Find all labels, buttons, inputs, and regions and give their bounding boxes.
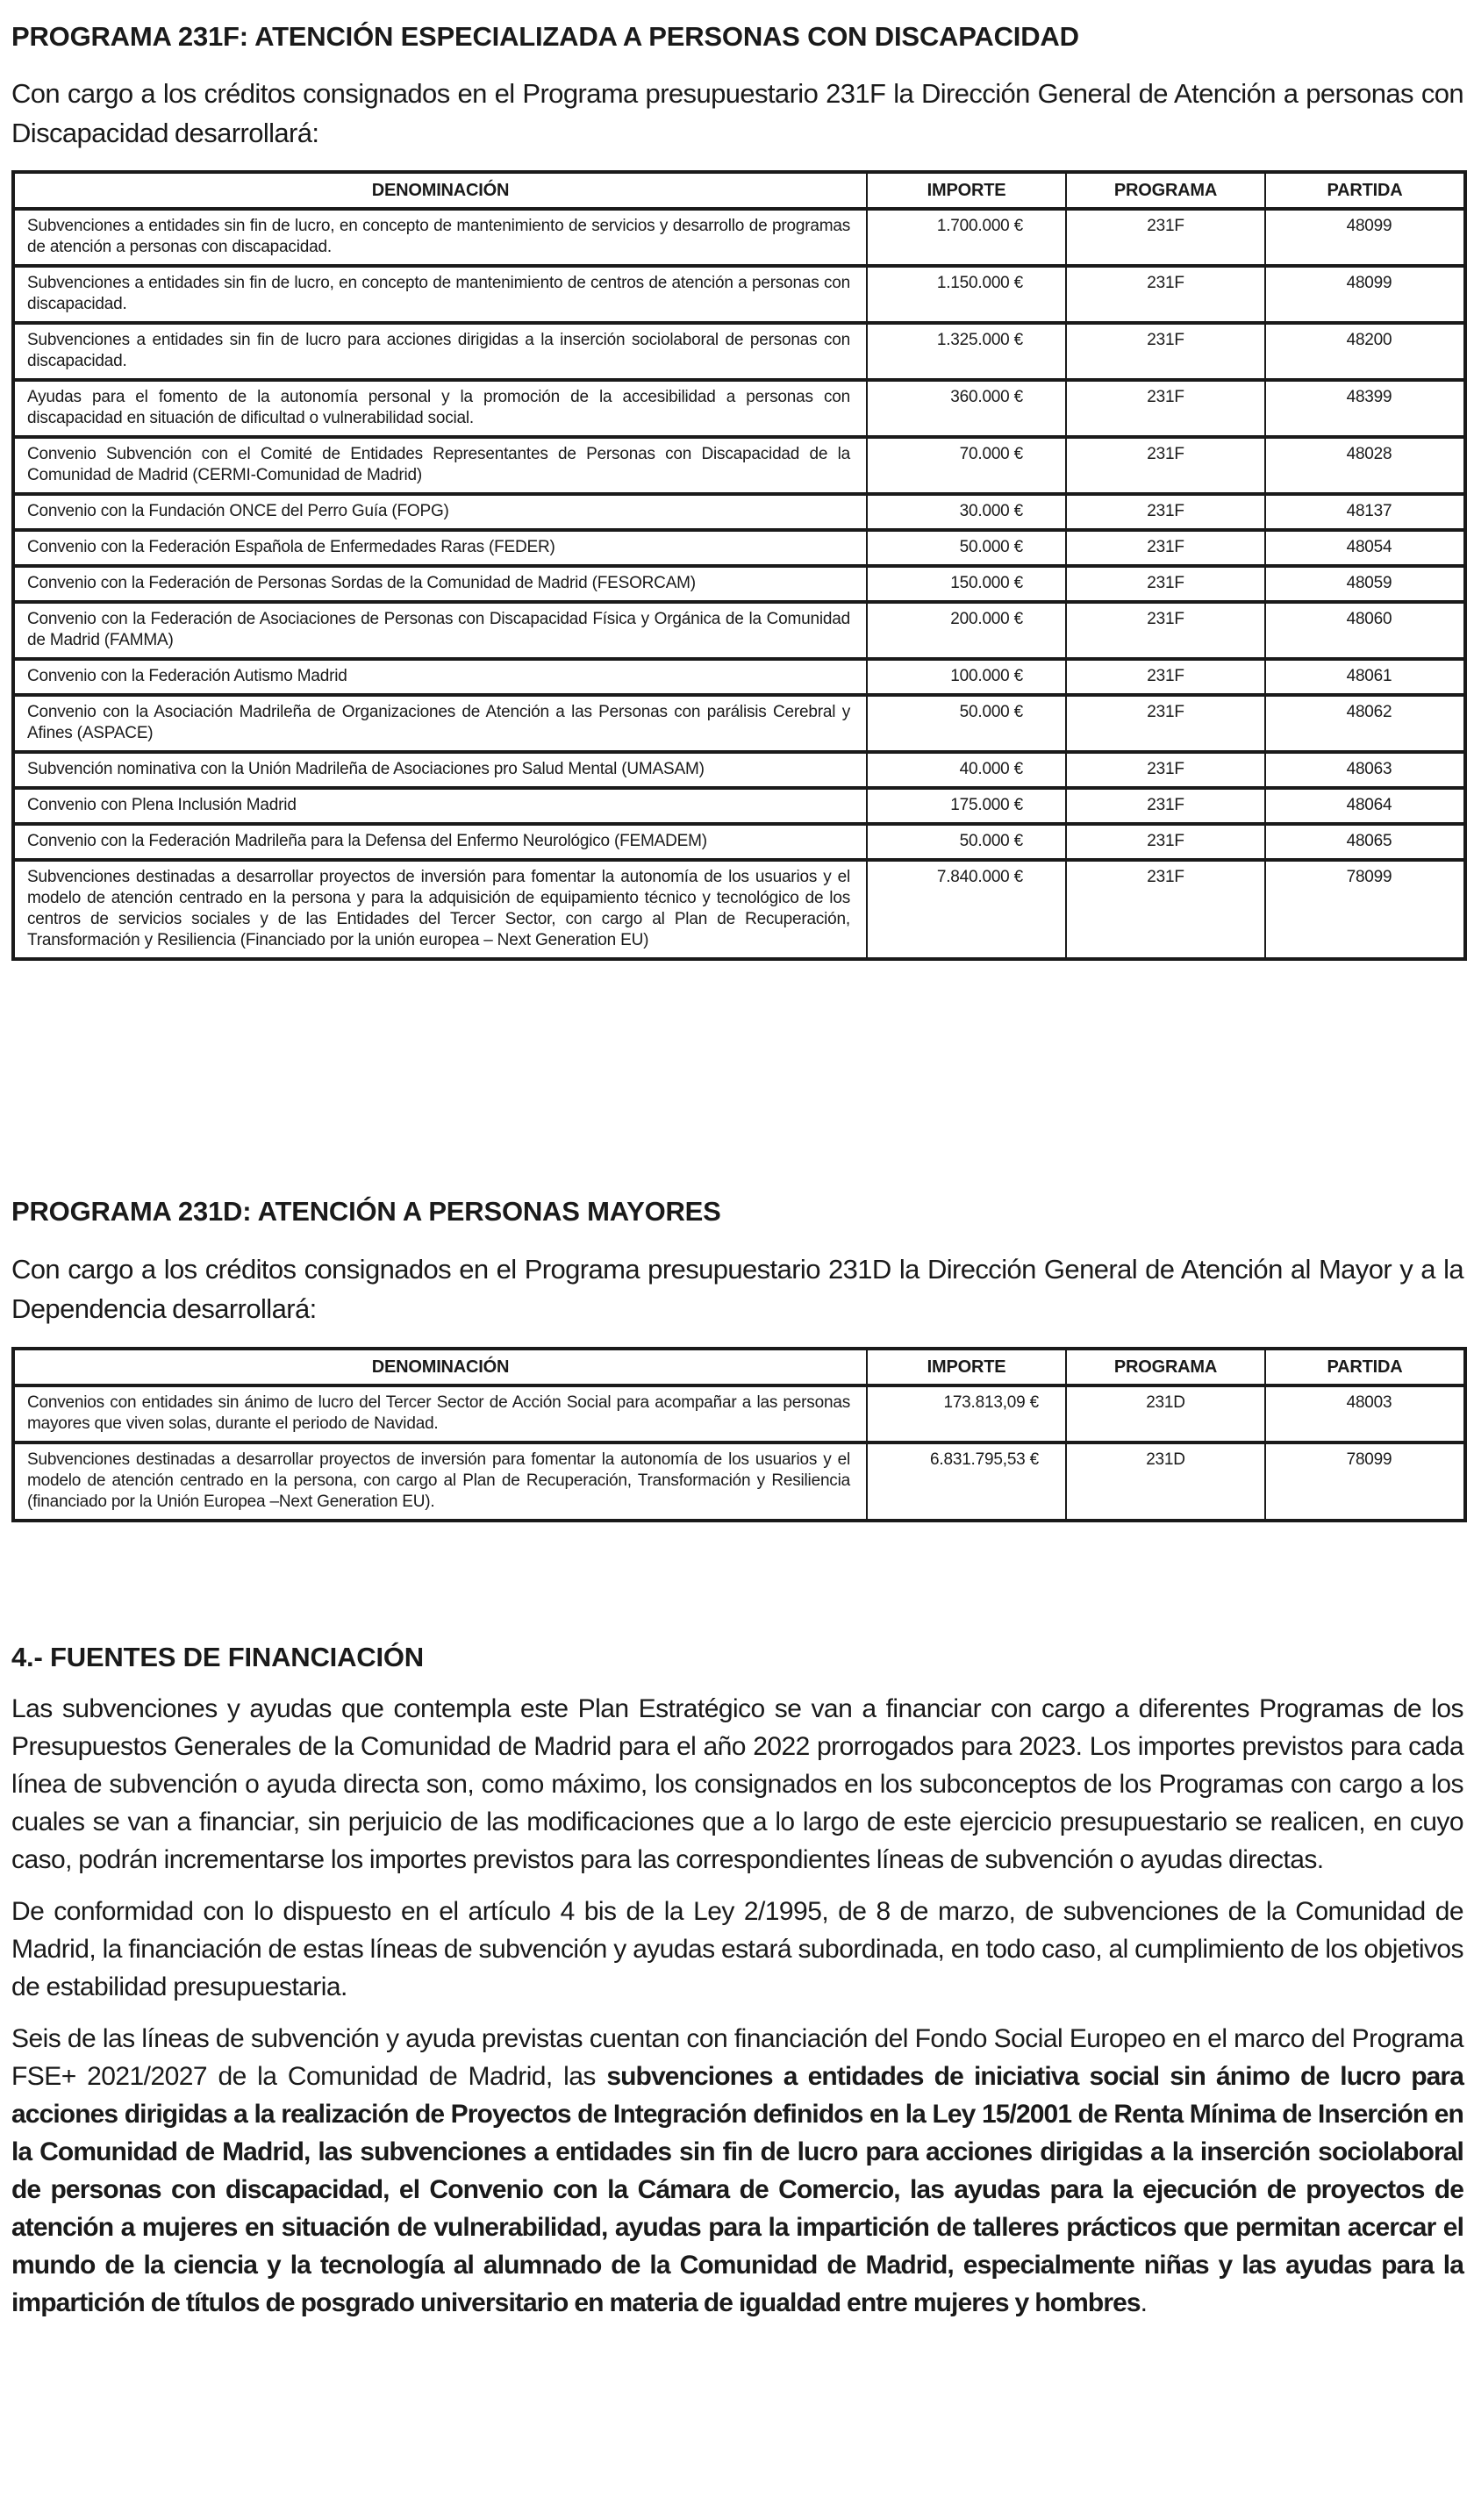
cell-importe: 173.813,09 € bbox=[867, 1385, 1066, 1443]
cell-programa: 231F bbox=[1066, 752, 1265, 788]
cell-denominacion: Convenio con Plena Inclusión Madrid bbox=[13, 788, 867, 824]
cell-partida: 48003 bbox=[1265, 1385, 1465, 1443]
cell-importe: 7.840.000 € bbox=[867, 860, 1066, 959]
cell-importe: 6.831.795,53 € bbox=[867, 1443, 1066, 1521]
cell-programa: 231F bbox=[1066, 380, 1265, 437]
cell-partida: 48099 bbox=[1265, 266, 1465, 323]
cell-denominacion: Convenio con la Federación Autismo Madrid bbox=[13, 659, 867, 695]
section-heading-231d: PROGRAMA 231D: ATENCIÓN A PERSONAS MAYORES bbox=[11, 1196, 721, 1227]
cell-importe: 175.000 € bbox=[867, 788, 1066, 824]
section-intro-231d: Con cargo a los créditos consignados en el Programa presupuestario 231D la Dirección General de Atención al Mayor y a la Dependencia desarrollará: bbox=[11, 1254, 1463, 1324]
paragraph-3-text: Seis de las líneas de subvención y ayuda previstas cuentan con financiación del Fondo Social Europeo en el marco del Programa FSE+ 2021/2027 de la Comunidad de Madrid, las bbox=[11, 2024, 1463, 2091]
table-row bbox=[13, 602, 1465, 659]
cell-programa: 231F bbox=[1066, 494, 1265, 530]
cell-importe: 30.000 € bbox=[867, 494, 1066, 530]
cell-importe: 200.000 € bbox=[867, 602, 1066, 659]
table-231f bbox=[11, 170, 1467, 961]
cell-programa: 231F bbox=[1066, 695, 1265, 752]
cell-denominacion: Subvenciones a entidades sin fin de lucro para acciones dirigidas a la inserción sociolaboral de personas con discapacidad. bbox=[13, 323, 867, 380]
cell-programa: 231D bbox=[1066, 1443, 1265, 1521]
table-body bbox=[13, 1385, 1465, 1521]
cell-importe: 150.000 € bbox=[867, 566, 1066, 602]
table-header-row bbox=[13, 1349, 1465, 1385]
cell-programa: 231F bbox=[1066, 437, 1265, 494]
cell-denominacion: Convenios con entidades sin ánimo de lucro del Tercer Sector de Acción Social para acompañar a las personas mayores que viven solas, durante el periodo de Navidad. bbox=[13, 1385, 867, 1443]
cell-programa: 231F bbox=[1066, 788, 1265, 824]
cell-partida: 78099 bbox=[1265, 860, 1465, 959]
cell-denominacion: Convenio con la Federación de Asociaciones de Personas con Discapacidad Física y Orgánica de la Comunidad de Madrid (FAMMA) bbox=[13, 602, 867, 659]
table-row bbox=[13, 566, 1465, 602]
cell-partida: 48054 bbox=[1265, 530, 1465, 566]
column-header-partida: PARTIDA bbox=[1265, 172, 1465, 209]
cell-programa: 231F bbox=[1066, 659, 1265, 695]
column-header-programa: PROGRAMA bbox=[1066, 172, 1265, 209]
cell-programa: 231F bbox=[1066, 566, 1265, 602]
cell-partida: 48028 bbox=[1265, 437, 1465, 494]
cell-denominacion: Convenio con la Federación Española de Enfermedades Raras (FEDER) bbox=[13, 530, 867, 566]
paragraph-3-end: . bbox=[1140, 2288, 1148, 2317]
column-header-importe: IMPORTE bbox=[867, 172, 1066, 209]
cell-partida: 48059 bbox=[1265, 566, 1465, 602]
cell-partida: 48061 bbox=[1265, 659, 1465, 695]
cell-importe: 1.700.000 € bbox=[867, 209, 1066, 266]
cell-partida: 48065 bbox=[1265, 824, 1465, 860]
cell-denominacion: Convenio con la Federación Madrileña para la Defensa del Enfermo Neurológico (FEMADEM) bbox=[13, 824, 867, 860]
section-intro-231f: Con cargo a los créditos consignados en el Programa presupuestario 231F la Dirección General de Atención a personas con Discapacidad desarrollará: bbox=[11, 78, 1463, 148]
cell-partida: 48062 bbox=[1265, 695, 1465, 752]
column-header-programa: PROGRAMA bbox=[1066, 1349, 1265, 1385]
cell-programa: 231F bbox=[1066, 602, 1265, 659]
cell-programa: 231F bbox=[1066, 824, 1265, 860]
cell-programa: 231D bbox=[1066, 1385, 1265, 1443]
table-row bbox=[13, 860, 1465, 959]
cell-importe: 50.000 € bbox=[867, 824, 1066, 860]
cell-denominacion: Subvenciones a entidades sin fin de lucro, en concepto de mantenimiento de servicios y desarrollo de programas de atención a personas con discapacidad. bbox=[13, 209, 867, 266]
section-heading-financiacion: 4.- FUENTES DE FINANCIACIÓN bbox=[11, 1642, 424, 1672]
cell-importe: 40.000 € bbox=[867, 752, 1066, 788]
column-header-denominacion: DENOMINACIÓN bbox=[13, 1349, 867, 1385]
cell-denominacion: Subvenciones destinadas a desarrollar proyectos de inversión para fomentar la autonomía de los usuarios y el modelo de atención centrado en la persona y para la adquisición de equipamiento técnico y tecnológico de los centros de servicios sociales y de las Entidades del Tercer Sector, con cargo al Plan de Recuperación, Transformación y Resiliencia (Financiado por la unión europea – Next Generation EU) bbox=[13, 860, 867, 959]
cell-partida: 48200 bbox=[1265, 323, 1465, 380]
cell-partida: 48063 bbox=[1265, 752, 1465, 788]
cell-programa: 231F bbox=[1066, 530, 1265, 566]
table-row bbox=[13, 323, 1465, 380]
cell-importe: 50.000 € bbox=[867, 695, 1066, 752]
cell-partida: 48399 bbox=[1265, 380, 1465, 437]
cell-partida: 48060 bbox=[1265, 602, 1465, 659]
section-heading-231f: PROGRAMA 231F: ATENCIÓN ESPECIALIZADA A PERSONAS CON DISCAPACIDAD bbox=[11, 21, 1079, 52]
paragraph-3 bbox=[11, 2020, 1463, 2322]
column-header-partida: PARTIDA bbox=[1265, 1349, 1465, 1385]
table-row bbox=[13, 266, 1465, 323]
table-row bbox=[13, 824, 1465, 860]
table-row bbox=[13, 494, 1465, 530]
cell-denominacion: Subvenciones destinadas a desarrollar proyectos de inversión para fomentar la autonomía de los usuarios y el modelo de atención centrado en la persona, con cargo al Plan de Recuperación, Transformación y Resiliencia (financiado por la Unión Europea –Next Generation EU). bbox=[13, 1443, 867, 1521]
table-231d bbox=[11, 1347, 1467, 1522]
table-row bbox=[13, 209, 1465, 266]
cell-importe: 360.000 € bbox=[867, 380, 1066, 437]
cell-denominacion: Subvenciones a entidades sin fin de lucro, en concepto de mantenimiento de centros de atención a personas con discapacidad. bbox=[13, 266, 867, 323]
column-header-importe: IMPORTE bbox=[867, 1349, 1066, 1385]
paragraph-3-bold-text: subvenciones a entidades de iniciativa social sin ánimo de lucro para acciones dirigidas a la realización de Proyectos de Integración definidos en la Ley 15/2001 de Renta Mínima de Inserción en la Comunidad de Madrid, las subvenciones a entidades sin fin de lucro para acciones dirigidas a la inserción sociolaboral de personas con discapacidad, el Convenio con la Cámara de Comercio, las ayudas para la ejecución de proyectos de atención a mujeres en situación de vulnerabilidad, ayudas para la impartición de talleres prácticos que permitan acercar el mundo de la ciencia y la tecnología al alumnado de la Comunidad de Madrid, especialmente niñas y las ayudas para la impartición de títulos de posgrado universitario en materia de igualdad entre mujeres y hombres bbox=[11, 2062, 1463, 2317]
table-row bbox=[13, 788, 1465, 824]
cell-partida: 48137 bbox=[1265, 494, 1465, 530]
cell-denominacion: Convenio con la Fundación ONCE del Perro Guía (FOPG) bbox=[13, 494, 867, 530]
cell-partida: 78099 bbox=[1265, 1443, 1465, 1521]
cell-importe: 1.150.000 € bbox=[867, 266, 1066, 323]
table-row bbox=[13, 752, 1465, 788]
cell-partida: 48064 bbox=[1265, 788, 1465, 824]
table-row bbox=[13, 380, 1465, 437]
cell-denominacion: Convenio con la Asociación Madrileña de Organizaciones de Atención a las Personas con parálisis Cerebral y Afines (ASPACE) bbox=[13, 695, 867, 752]
financiacion-body bbox=[11, 1690, 1463, 2322]
cell-denominacion: Subvención nominativa con la Unión Madrileña de Asociaciones pro Salud Mental (UMASAM) bbox=[13, 752, 867, 788]
table-row bbox=[13, 530, 1465, 566]
paragraph-2: De conformidad con lo dispuesto en el artículo 4 bis de la Ley 2/1995, de 8 de marzo, de subvenciones de la Comunidad de Madrid, la financiación de estas líneas de subvención y ayudas estará subordinada, en todo caso, al cumplimiento de los objetivos de estabilidad presupuestaria. bbox=[11, 1897, 1463, 2001]
cell-programa: 231F bbox=[1066, 209, 1265, 266]
table-row bbox=[13, 437, 1465, 494]
table-row bbox=[13, 659, 1465, 695]
cell-importe: 100.000 € bbox=[867, 659, 1066, 695]
table-header-row bbox=[13, 172, 1465, 209]
table-row bbox=[13, 695, 1465, 752]
cell-denominacion: Convenio con la Federación de Personas Sordas de la Comunidad de Madrid (FESORCAM) bbox=[13, 566, 867, 602]
table-row bbox=[13, 1385, 1465, 1443]
column-header-denominacion: DENOMINACIÓN bbox=[13, 172, 867, 209]
cell-importe: 1.325.000 € bbox=[867, 323, 1066, 380]
cell-importe: 50.000 € bbox=[867, 530, 1066, 566]
cell-denominacion: Convenio Subvención con el Comité de Entidades Representantes de Personas con Discapacidad de la Comunidad de Madrid (CERMI-Comunidad de Madrid) bbox=[13, 437, 867, 494]
cell-programa: 231F bbox=[1066, 323, 1265, 380]
table-row bbox=[13, 1443, 1465, 1521]
cell-importe: 70.000 € bbox=[867, 437, 1066, 494]
cell-programa: 231F bbox=[1066, 266, 1265, 323]
paragraph-1: Las subvenciones y ayudas que contempla este Plan Estratégico se van a financiar con cargo a diferentes Programas de los Presupuestos Generales de la Comunidad de Madrid para el año 2022 prorrogados para 2023. Los importes previstos para cada línea de subvención o ayuda directa son, como máximo, los consignados en los subconceptos de los Programas con cargo a los cuales se van a financiar, sin perjuicio de las modificaciones que a lo largo de este ejercicio presupuestario se realicen, en cuyo caso, podrán incrementarse los importes previstos para las correspondientes líneas de subvención o ayudas directas. bbox=[11, 1694, 1463, 1874]
cell-partida: 48099 bbox=[1265, 209, 1465, 266]
cell-programa: 231F bbox=[1066, 860, 1265, 959]
cell-denominacion: Ayudas para el fomento de la autonomía personal y la promoción de la accesibilidad a personas con discapacidad en situación de dificultad o vulnerabilidad social. bbox=[13, 380, 867, 437]
table-body bbox=[13, 209, 1465, 959]
